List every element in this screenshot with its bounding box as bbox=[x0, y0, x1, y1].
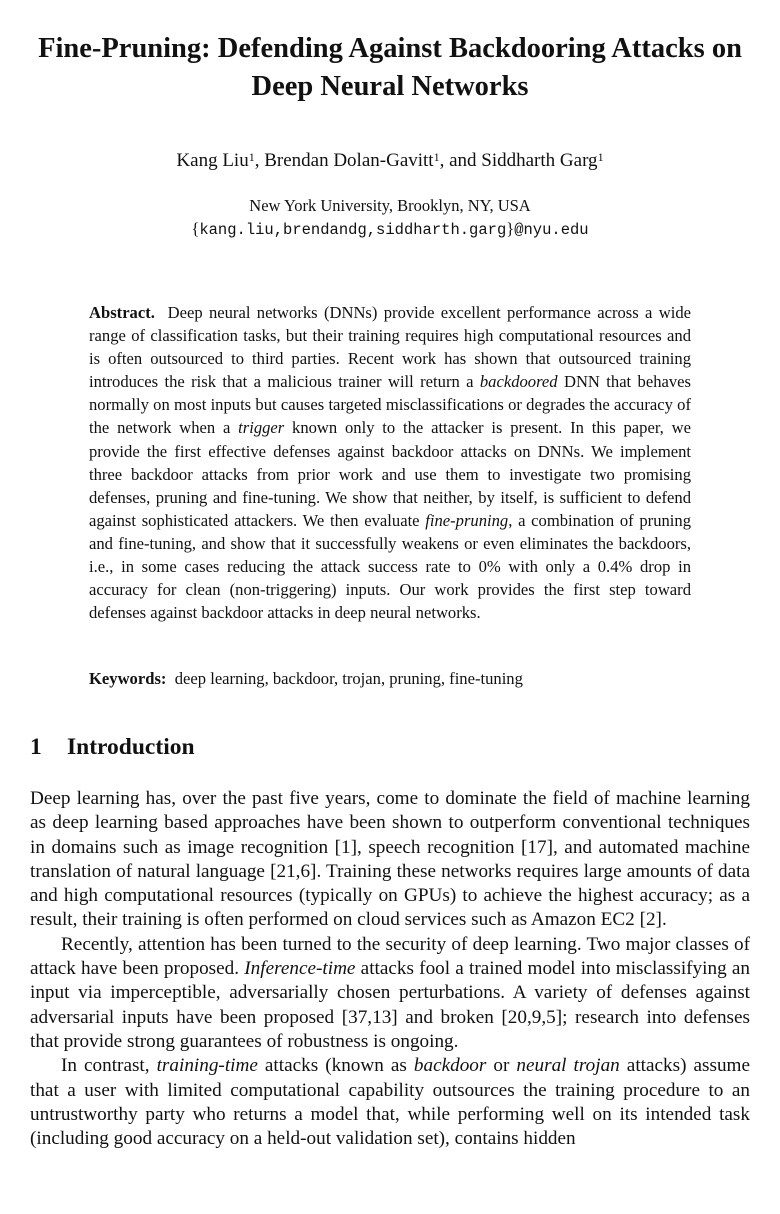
section-body bbox=[30, 787, 750, 1151]
paragraph: In contrast, training-time attacks (known as backdoor or neural trojan attacks) assume that a user with limited computational capability outsources the training procedure to an untrustworthy party who returns a model that, while performing well on its intended task (including good accuracy on a held-out validation set), contains hidden bbox=[30, 1055, 750, 1150]
author: Kang Liu$^1$ bbox=[176, 150, 255, 171]
paragraph: Recently, attention has been turned to the security of deep learning. Two major classes of attack have been proposed. Inference-time attacks fool a trained model into misclassifying an input via imperceptible, adversarially chosen perturbations. A variety of defenses against adversarial inputs have been proposed [37,13] and broken [20,9,5]; research into defenses that provide strong guarantees of robustness is ongoing. bbox=[30, 933, 750, 1052]
author-emails: {kang.liu,brendandg,siddharth.garg}@nyu.edu bbox=[191, 219, 589, 239]
abstract: Abstract. Deep neural networks (DNNs) provide excellent performance across a wide range of classification tasks, but their training requires high computational resources and is often outsourced to third parties. Recent work has shown that outsourced training introduces the risk that a malicious trainer will return a backdoored DNN that behaves normally on most inputs but causes targeted misclassifications or degrades the accuracy of the network when a trigger known only to the attacker is present. In this paper, we provide the first effective defenses against backdoor attacks on DNNs. We implement three backdoor attacks from prior work and use them to investigate two promising defenses, pruning and fine-tuning. We show that neither, by itself, is sufficient to defend against sophisticated attackers. We then evaluate fine-pruning, a combination of pruning and fine-tuning, and show that it successfully weakens or even eliminates the backdoors, i.e., in some cases reducing the attack success rate to 0% with only a 0.4% drop in accuracy for clean (non-triggering) inputs. Our work provides the first step toward defenses against backdoor attacks in deep neural networks. bbox=[89, 303, 691, 623]
author-list: Kang Liu$^1$, Brendan Dolan-Gavitt$^1$, and Siddharth Garg$^1$ bbox=[176, 150, 604, 171]
affiliation-mark: 1 bbox=[433, 150, 440, 164]
email-names: kang.liu,brendandg,siddharth.garg bbox=[199, 221, 507, 239]
section-heading bbox=[30, 732, 750, 762]
email-domain: @nyu.edu bbox=[514, 221, 589, 239]
keywords: Keywords: deep learning, backdoor, trojan, pruning, fine-tuning bbox=[89, 669, 523, 688]
paragraph: Deep learning has, over the past five years, come to dominate the field of machine learning as deep learning based approaches have been shown to outperform conventional techniques in domains such as image recognition [1], speech recognition [17], and automated machine translation of natural language [21,6]. Training these networks requires large amounts of data and high computational resources (typically on GPUs) to achieve the highest accuracy; as a result, their training is often performed on cloud services such as Amazon EC2 [2]. bbox=[30, 788, 750, 931]
affiliation-mark: 1 bbox=[597, 150, 604, 164]
section-number: 1 bbox=[30, 734, 42, 760]
paper-title: Fine-Pruning: Defending Against Backdooring Attacks on Deep Neural Networks bbox=[38, 33, 742, 102]
affiliation: New York University, Brooklyn, NY, USA bbox=[249, 196, 531, 215]
author: Brendan Dolan-Gavitt$^1$ bbox=[264, 150, 440, 171]
author: Siddharth Garg$^1$ bbox=[481, 150, 604, 171]
affiliation-mark: 1 bbox=[248, 150, 255, 164]
abstract-label: Abstract. bbox=[89, 303, 155, 322]
keywords-label: Keywords: bbox=[89, 669, 167, 688]
section-title: Introduction bbox=[67, 734, 195, 760]
